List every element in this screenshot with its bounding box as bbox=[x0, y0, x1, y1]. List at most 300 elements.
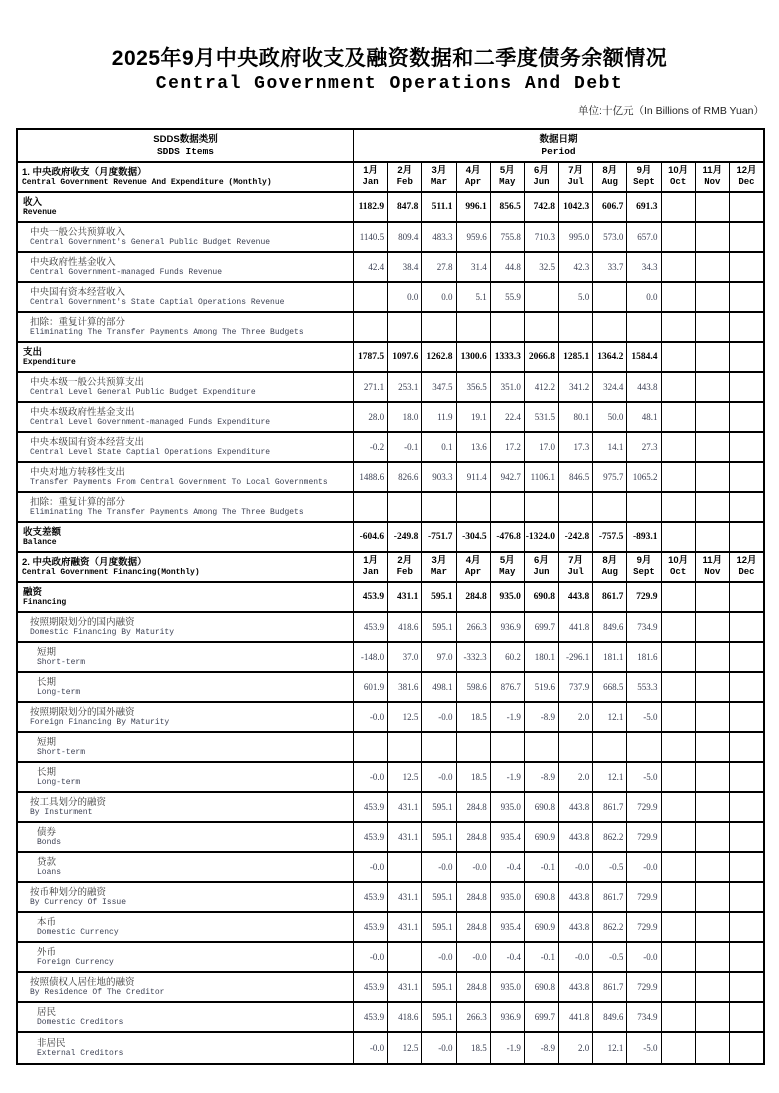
row-label-en: Balance bbox=[23, 537, 57, 547]
table-row bbox=[18, 673, 763, 703]
value-cell: 12.5 bbox=[388, 763, 422, 791]
value-cell: 18.5 bbox=[457, 703, 491, 731]
value-cell bbox=[696, 1033, 730, 1063]
row-label bbox=[18, 913, 354, 941]
value-cell: 284.8 bbox=[457, 913, 491, 941]
value-cell: 861.7 bbox=[593, 583, 627, 611]
value-cell: 729.9 bbox=[627, 793, 661, 821]
value-cell: 55.9 bbox=[491, 283, 525, 311]
month-header-cell bbox=[388, 553, 422, 581]
value-cell bbox=[662, 493, 696, 521]
value-cell bbox=[388, 853, 422, 881]
row-label bbox=[18, 553, 354, 581]
value-cell: 595.1 bbox=[422, 823, 456, 851]
month-header-cell bbox=[593, 163, 627, 191]
month-header-cell bbox=[627, 553, 661, 581]
value-cell: 729.9 bbox=[627, 913, 661, 941]
value-cell: 734.9 bbox=[627, 1003, 661, 1031]
row-label bbox=[18, 493, 354, 521]
value-cell: 995.0 bbox=[559, 223, 593, 251]
value-cell: 443.8 bbox=[559, 913, 593, 941]
value-cell bbox=[730, 673, 763, 701]
value-cell: 27.8 bbox=[422, 253, 456, 281]
value-cell bbox=[696, 373, 730, 401]
value-cell bbox=[730, 733, 763, 761]
table-row bbox=[18, 403, 763, 433]
value-cell: 846.5 bbox=[559, 463, 593, 491]
row-label-en: Foreign Financing By Maturity bbox=[30, 717, 170, 727]
row-label-en: Domestic Currency bbox=[37, 927, 119, 937]
page-title: 2025年9月中央政府收支及融资数据和二季度债务余额情况 bbox=[111, 47, 668, 70]
value-cell: 595.1 bbox=[422, 1003, 456, 1031]
table-row bbox=[18, 733, 763, 763]
row-label bbox=[18, 823, 354, 851]
table-row bbox=[18, 853, 763, 883]
value-cell: 936.9 bbox=[491, 613, 525, 641]
value-cell: 1488.6 bbox=[354, 463, 388, 491]
value-cell bbox=[696, 793, 730, 821]
row-label-en: Short-term bbox=[37, 747, 86, 757]
table-row bbox=[18, 793, 763, 823]
value-cell: 729.9 bbox=[627, 583, 661, 611]
value-cell: -0.1 bbox=[525, 943, 559, 971]
value-cell bbox=[422, 493, 456, 521]
table-row bbox=[18, 583, 763, 613]
month-label-en: Dec bbox=[738, 567, 755, 578]
row-label bbox=[18, 883, 354, 911]
month-label-en: Mar bbox=[430, 177, 448, 188]
value-cell bbox=[730, 343, 763, 371]
value-cell bbox=[730, 283, 763, 311]
value-cell: 32.5 bbox=[525, 253, 559, 281]
month-label-en: Jun bbox=[533, 567, 550, 578]
value-cell: 531.5 bbox=[525, 403, 559, 431]
month-label-en: Jul bbox=[567, 567, 584, 578]
value-cell: 862.2 bbox=[593, 913, 627, 941]
value-cell: 180.1 bbox=[525, 643, 559, 671]
month-header-cell bbox=[422, 163, 456, 191]
table-row bbox=[18, 943, 763, 973]
value-cell bbox=[559, 313, 593, 341]
month-label-en: Aug bbox=[601, 177, 618, 188]
month-label-en: Feb bbox=[396, 177, 413, 188]
value-cell bbox=[491, 493, 525, 521]
value-cell: 595.1 bbox=[422, 883, 456, 911]
value-cell: 431.1 bbox=[388, 583, 422, 611]
value-cell bbox=[559, 733, 593, 761]
value-cell: 443.8 bbox=[559, 583, 593, 611]
value-cell bbox=[730, 793, 763, 821]
value-cell: 690.8 bbox=[525, 793, 559, 821]
value-cell bbox=[388, 313, 422, 341]
value-cell: 1106.1 bbox=[525, 463, 559, 491]
month-label-en: Nov bbox=[704, 567, 721, 578]
value-cell: 595.1 bbox=[422, 973, 456, 1001]
row-label-zh: 中央本级一般公共预算支出 bbox=[30, 376, 145, 388]
row-label-zh: 1. 中央政府收支（月度数据） bbox=[22, 166, 147, 178]
value-cell bbox=[696, 433, 730, 461]
value-cell: 862.2 bbox=[593, 823, 627, 851]
value-cell: -757.5 bbox=[593, 523, 627, 551]
value-cell: 690.8 bbox=[525, 583, 559, 611]
value-cell: 453.9 bbox=[354, 883, 388, 911]
month-label-en: Jun bbox=[533, 177, 550, 188]
value-cell bbox=[696, 583, 730, 611]
value-cell: 11.9 bbox=[422, 403, 456, 431]
row-label-en: Expenditure bbox=[23, 357, 76, 367]
row-label-zh: 按照债权人居住地的融资 bbox=[30, 976, 135, 988]
value-cell: 80.1 bbox=[559, 403, 593, 431]
table-row bbox=[18, 373, 763, 403]
value-cell: -0.4 bbox=[491, 943, 525, 971]
month-label-en: Jan bbox=[362, 567, 379, 578]
month-label-zh: 9月 bbox=[636, 555, 652, 567]
value-cell: 861.7 bbox=[593, 793, 627, 821]
value-cell: 959.6 bbox=[457, 223, 491, 251]
value-cell bbox=[593, 283, 627, 311]
value-cell: 443.8 bbox=[627, 373, 661, 401]
value-cell: 1333.3 bbox=[491, 343, 525, 371]
value-cell: 351.0 bbox=[491, 373, 525, 401]
value-cell: 18.5 bbox=[457, 763, 491, 791]
value-cell bbox=[730, 253, 763, 281]
value-cell: -304.5 bbox=[457, 523, 491, 551]
value-cell: 1097.6 bbox=[388, 343, 422, 371]
value-cell: 1300.6 bbox=[457, 343, 491, 371]
row-label bbox=[18, 403, 354, 431]
month-label-en: Sept bbox=[633, 567, 655, 578]
month-label-zh: 2月 bbox=[397, 555, 413, 567]
value-cell: 431.1 bbox=[388, 823, 422, 851]
table-row bbox=[18, 193, 763, 223]
value-cell: 453.9 bbox=[354, 793, 388, 821]
value-cell bbox=[730, 613, 763, 641]
value-cell bbox=[662, 1033, 696, 1063]
value-cell: 34.3 bbox=[627, 253, 661, 281]
value-cell: 28.0 bbox=[354, 403, 388, 431]
row-label bbox=[18, 313, 354, 341]
row-label-zh: 中央一般公共预算收入 bbox=[30, 226, 126, 238]
value-cell: 38.4 bbox=[388, 253, 422, 281]
value-cell bbox=[696, 523, 730, 551]
value-cell bbox=[662, 883, 696, 911]
month-header-cell bbox=[696, 553, 730, 581]
month-label-zh: 5月 bbox=[499, 555, 515, 567]
period-header-zh: 数据日期 bbox=[539, 133, 578, 145]
row-label-zh: 本币 bbox=[37, 916, 57, 928]
value-cell: 443.8 bbox=[559, 973, 593, 1001]
value-cell: 1065.2 bbox=[627, 463, 661, 491]
value-cell: -8.9 bbox=[525, 703, 559, 731]
value-cell: -0.2 bbox=[354, 433, 388, 461]
row-label-zh: 长期 bbox=[37, 676, 57, 688]
row-label-en: By Currency Of Issue bbox=[30, 897, 127, 907]
row-label-zh: 居民 bbox=[37, 1006, 57, 1018]
value-cell: 412.2 bbox=[525, 373, 559, 401]
value-cell bbox=[730, 643, 763, 671]
value-cell: 2066.8 bbox=[525, 343, 559, 371]
value-cell: -0.5 bbox=[593, 853, 627, 881]
month-label-zh: 11月 bbox=[702, 165, 723, 177]
row-label-en: Central Level Government-managed Funds Expenditure bbox=[30, 417, 271, 427]
month-header-cell bbox=[593, 553, 627, 581]
value-cell: 418.6 bbox=[388, 613, 422, 641]
value-cell bbox=[696, 343, 730, 371]
sdds-items-header bbox=[18, 130, 354, 161]
value-cell bbox=[696, 223, 730, 251]
month-header-cell bbox=[422, 553, 456, 581]
value-cell bbox=[662, 283, 696, 311]
value-cell: 431.1 bbox=[388, 913, 422, 941]
row-label-zh: 按照期限划分的国内融资 bbox=[30, 616, 135, 628]
value-cell: 2.0 bbox=[559, 763, 593, 791]
value-cell bbox=[662, 373, 696, 401]
value-cell bbox=[696, 253, 730, 281]
value-cell: 606.7 bbox=[593, 193, 627, 221]
value-cell bbox=[491, 733, 525, 761]
month-header-cell bbox=[662, 163, 696, 191]
month-label-zh: 12月 bbox=[736, 165, 757, 177]
value-cell bbox=[730, 523, 763, 551]
value-cell bbox=[696, 673, 730, 701]
value-cell: 595.1 bbox=[422, 583, 456, 611]
table-row bbox=[18, 523, 763, 553]
value-cell: -751.7 bbox=[422, 523, 456, 551]
value-cell: 699.7 bbox=[525, 613, 559, 641]
value-cell bbox=[627, 493, 661, 521]
value-cell bbox=[696, 193, 730, 221]
value-cell: -0.0 bbox=[457, 853, 491, 881]
month-label-zh: 4月 bbox=[465, 555, 481, 567]
month-label-en: Nov bbox=[704, 177, 721, 188]
value-cell: 598.6 bbox=[457, 673, 491, 701]
value-cell: 431.1 bbox=[388, 883, 422, 911]
value-cell: 324.4 bbox=[593, 373, 627, 401]
value-cell bbox=[696, 703, 730, 731]
value-cell: 27.3 bbox=[627, 433, 661, 461]
value-cell: -0.0 bbox=[422, 943, 456, 971]
value-cell: 12.1 bbox=[593, 1033, 627, 1063]
table-row bbox=[18, 163, 763, 193]
value-cell: 942.7 bbox=[491, 463, 525, 491]
row-label-en: Central Government's General Public Budget Revenue bbox=[30, 237, 271, 247]
row-label-en: Eliminating The Transfer Payments Among The Three Budgets bbox=[30, 507, 304, 517]
value-cell: 483.3 bbox=[422, 223, 456, 251]
value-cell bbox=[662, 253, 696, 281]
month-label-zh: 1月 bbox=[363, 555, 378, 567]
row-label-zh: 贷款 bbox=[37, 856, 57, 868]
value-cell: 573.0 bbox=[593, 223, 627, 251]
value-cell: -0.0 bbox=[422, 703, 456, 731]
value-cell: 511.1 bbox=[422, 193, 456, 221]
month-label-zh: 12月 bbox=[736, 555, 757, 567]
value-cell bbox=[627, 313, 661, 341]
row-label-zh: 收入 bbox=[23, 196, 43, 208]
row-label bbox=[18, 853, 354, 881]
value-cell: 418.6 bbox=[388, 1003, 422, 1031]
row-label bbox=[18, 763, 354, 791]
value-cell bbox=[662, 223, 696, 251]
value-cell bbox=[354, 493, 388, 521]
value-cell: 691.3 bbox=[627, 193, 661, 221]
value-cell bbox=[525, 733, 559, 761]
row-label-en: Central Government Financing(Monthly) bbox=[22, 567, 200, 577]
value-cell bbox=[730, 853, 763, 881]
table-row bbox=[18, 883, 763, 913]
value-cell: 1584.4 bbox=[627, 343, 661, 371]
value-cell: 284.8 bbox=[457, 583, 491, 611]
row-label-en: Domestic Financing By Maturity bbox=[30, 627, 175, 637]
value-cell: 935.0 bbox=[491, 583, 525, 611]
value-cell: 1140.5 bbox=[354, 223, 388, 251]
value-cell: 381.6 bbox=[388, 673, 422, 701]
value-cell bbox=[730, 973, 763, 1001]
row-label-zh: 外币 bbox=[37, 946, 57, 958]
value-cell bbox=[662, 463, 696, 491]
value-cell bbox=[662, 853, 696, 881]
month-header-cell bbox=[354, 163, 388, 191]
value-cell: 17.0 bbox=[525, 433, 559, 461]
value-cell: -0.0 bbox=[354, 853, 388, 881]
month-header-cell bbox=[354, 553, 388, 581]
table-row bbox=[18, 703, 763, 733]
value-cell: 737.9 bbox=[559, 673, 593, 701]
value-cell bbox=[662, 823, 696, 851]
value-cell: 935.4 bbox=[491, 913, 525, 941]
value-cell bbox=[662, 193, 696, 221]
value-cell: 826.6 bbox=[388, 463, 422, 491]
value-cell: 5.0 bbox=[559, 283, 593, 311]
row-label bbox=[18, 463, 354, 491]
value-cell: 443.8 bbox=[559, 883, 593, 911]
value-cell bbox=[422, 733, 456, 761]
row-label bbox=[18, 1033, 354, 1063]
row-label-zh: 短期 bbox=[37, 646, 57, 658]
value-cell: 347.5 bbox=[422, 373, 456, 401]
value-cell bbox=[662, 523, 696, 551]
row-label-en: Central Level State Captial Operations Expenditure bbox=[30, 447, 271, 457]
value-cell: 1182.9 bbox=[354, 193, 388, 221]
month-header-cell bbox=[662, 553, 696, 581]
month-label-zh: 3月 bbox=[431, 555, 447, 567]
value-cell bbox=[662, 433, 696, 461]
row-label-zh: 支出 bbox=[23, 346, 43, 358]
value-cell bbox=[696, 883, 730, 911]
value-cell bbox=[730, 913, 763, 941]
month-label-en: May bbox=[499, 177, 516, 188]
month-label-en: Dec bbox=[738, 177, 755, 188]
row-label bbox=[18, 1003, 354, 1031]
value-cell: 443.8 bbox=[559, 823, 593, 851]
row-label bbox=[18, 793, 354, 821]
value-cell: -5.0 bbox=[627, 1033, 661, 1063]
month-label-en: Oct bbox=[670, 567, 687, 578]
value-cell: 431.1 bbox=[388, 973, 422, 1001]
row-label-en: Central Government-managed Funds Revenue bbox=[30, 267, 223, 277]
table-row bbox=[18, 463, 763, 493]
value-cell: 33.7 bbox=[593, 253, 627, 281]
month-label-zh: 11月 bbox=[702, 555, 723, 567]
month-label-zh: 5月 bbox=[499, 165, 515, 177]
value-cell: 2.0 bbox=[559, 703, 593, 731]
value-cell: 48.1 bbox=[627, 403, 661, 431]
table-row bbox=[18, 493, 763, 523]
month-label-zh: 2月 bbox=[397, 165, 413, 177]
value-cell: 284.8 bbox=[457, 973, 491, 1001]
value-cell: -0.4 bbox=[491, 853, 525, 881]
row-label-en: Central Level General Public Budget Expenditure bbox=[30, 387, 256, 397]
month-label-zh: 10月 bbox=[668, 165, 689, 177]
data-table bbox=[16, 128, 765, 1065]
value-cell: -0.0 bbox=[422, 1033, 456, 1063]
value-cell: 453.9 bbox=[354, 913, 388, 941]
row-label-zh: 中央政府性基金收入 bbox=[30, 256, 116, 268]
value-cell: 31.4 bbox=[457, 253, 491, 281]
row-label bbox=[18, 163, 354, 191]
row-label-zh: 非居民 bbox=[37, 1037, 66, 1049]
value-cell: 37.0 bbox=[388, 643, 422, 671]
value-cell: -0.0 bbox=[627, 943, 661, 971]
value-cell bbox=[354, 283, 388, 311]
value-cell: 181.6 bbox=[627, 643, 661, 671]
value-cell: 847.8 bbox=[388, 193, 422, 221]
value-cell: 690.9 bbox=[525, 823, 559, 851]
value-cell bbox=[696, 613, 730, 641]
value-cell bbox=[662, 733, 696, 761]
row-label-en: By Residence Of The Creditor bbox=[30, 987, 165, 997]
value-cell: 284.8 bbox=[457, 793, 491, 821]
row-label-en: Bonds bbox=[37, 837, 62, 847]
month-label-zh: 6月 bbox=[534, 555, 549, 567]
row-label-en: Short-term bbox=[37, 657, 86, 667]
month-header-cell bbox=[559, 163, 593, 191]
table-row bbox=[18, 313, 763, 343]
value-cell bbox=[696, 973, 730, 1001]
value-cell: 935.0 bbox=[491, 793, 525, 821]
value-cell: 861.7 bbox=[593, 973, 627, 1001]
value-cell bbox=[662, 973, 696, 1001]
value-cell: 42.3 bbox=[559, 253, 593, 281]
month-header-cell bbox=[730, 553, 763, 581]
value-cell bbox=[457, 313, 491, 341]
value-cell: -893.1 bbox=[627, 523, 661, 551]
month-header-cell bbox=[457, 553, 491, 581]
value-cell: 856.5 bbox=[491, 193, 525, 221]
value-cell: 44.8 bbox=[491, 253, 525, 281]
row-label-en: Long-term bbox=[37, 777, 81, 787]
value-cell: 12.1 bbox=[593, 703, 627, 731]
value-cell: 1262.8 bbox=[422, 343, 456, 371]
month-label-zh: 9月 bbox=[636, 165, 652, 177]
value-cell: 17.3 bbox=[559, 433, 593, 461]
month-label-en: Mar bbox=[430, 567, 448, 578]
value-cell bbox=[730, 493, 763, 521]
value-cell bbox=[730, 763, 763, 791]
value-cell: -0.0 bbox=[627, 853, 661, 881]
value-cell: 18.5 bbox=[457, 1033, 491, 1063]
month-label-en: Aug bbox=[601, 567, 618, 578]
value-cell bbox=[696, 823, 730, 851]
value-cell bbox=[730, 403, 763, 431]
value-cell: -249.8 bbox=[388, 523, 422, 551]
value-cell: -0.0 bbox=[457, 943, 491, 971]
month-label-en: Sept bbox=[633, 177, 655, 188]
value-cell: 253.1 bbox=[388, 373, 422, 401]
value-cell bbox=[696, 403, 730, 431]
month-header-cell bbox=[730, 163, 763, 191]
value-cell bbox=[696, 643, 730, 671]
value-cell: 1787.5 bbox=[354, 343, 388, 371]
